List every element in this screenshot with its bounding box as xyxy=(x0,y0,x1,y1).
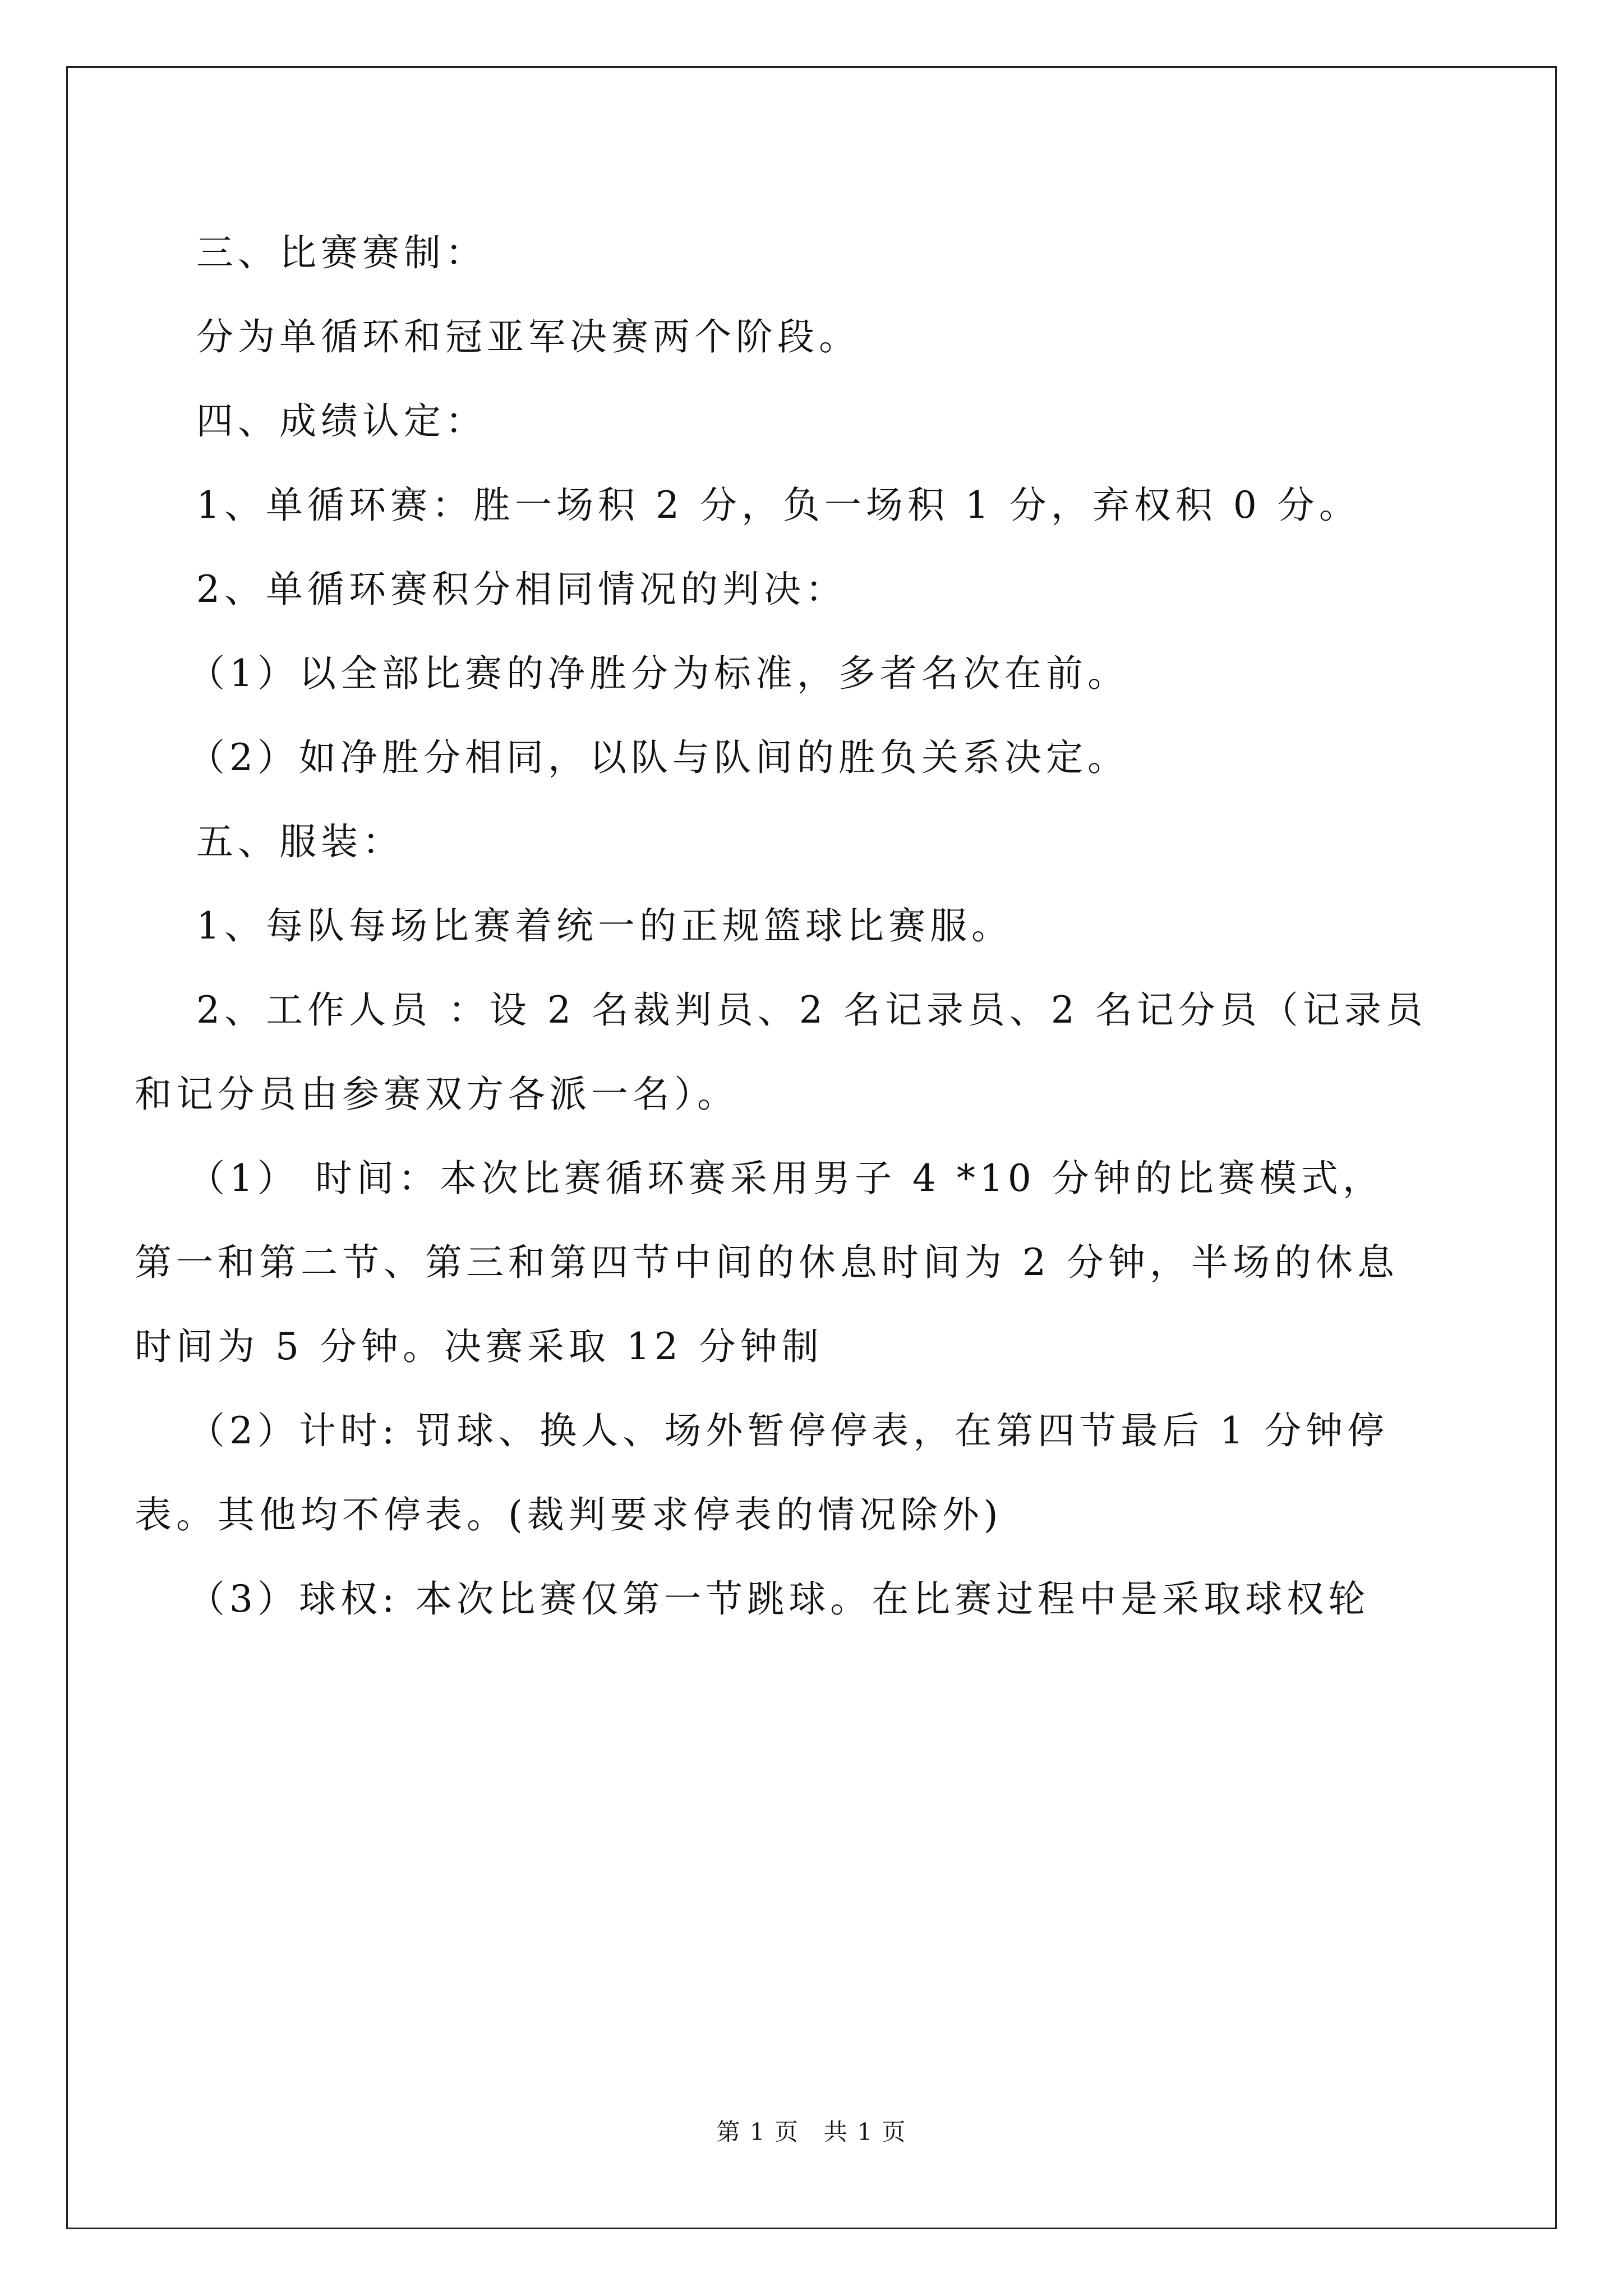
paragraph: 2、单循环赛积分相同情况的判决： xyxy=(196,568,847,611)
section-heading-4: 四、成绩认定： xyxy=(196,399,487,443)
paragraph-continuation: 第一和第二节、第三和第四节中间的休息时间为 2 分钟，半场的休息 xyxy=(135,1241,1399,1284)
paragraph: 分为单循环和冠亚军决赛两个阶段。 xyxy=(196,315,860,358)
paragraph: （2）计时: 罚球、换人、场外暂停停表，在第四节最后 1 分钟停 xyxy=(188,1409,1389,1452)
paragraph-continuation: 表。其他均不停表。(裁判要求停表的情况除外) xyxy=(135,1493,1003,1536)
paragraph: 1、单循环赛：胜一场积 2 分，负一场积 1 分，弃权积 0 分。 xyxy=(196,484,1361,527)
paragraph: 2、工作人员 ：设 2 名裁判员、2 名记录员、2 名记分员（记录员 xyxy=(196,988,1427,1032)
paragraph-continuation: 和记分员由参赛双方各派一名）。 xyxy=(135,1073,739,1116)
paragraph-continuation: 时间为 5 分钟。决赛采取 12 分钟制 xyxy=(135,1325,823,1368)
page-border xyxy=(66,66,1557,2229)
paragraph: （1）以全部比赛的净胜分为标准，多者名次在前。 xyxy=(188,652,1129,695)
page-footer: 第 1 页 共 1 页 xyxy=(716,2118,907,2146)
paragraph: （2）如净胜分相同，以队与队间的胜负关系决定。 xyxy=(188,736,1129,779)
section-heading-5: 五、服装： xyxy=(196,820,404,863)
paragraph: 1、每队每场比赛着统一的正规篮球比赛服。 xyxy=(196,904,1013,947)
paragraph: （1） 时间：本次比赛循环赛采用男子 4 *10 分钟的比赛模式， xyxy=(188,1157,1384,1200)
section-heading-3: 三、比赛赛制： xyxy=(196,231,487,274)
paragraph: （3）球权: 本次比赛仅第一节跳球。在比赛过程中是采取球权轮 xyxy=(188,1577,1370,1621)
